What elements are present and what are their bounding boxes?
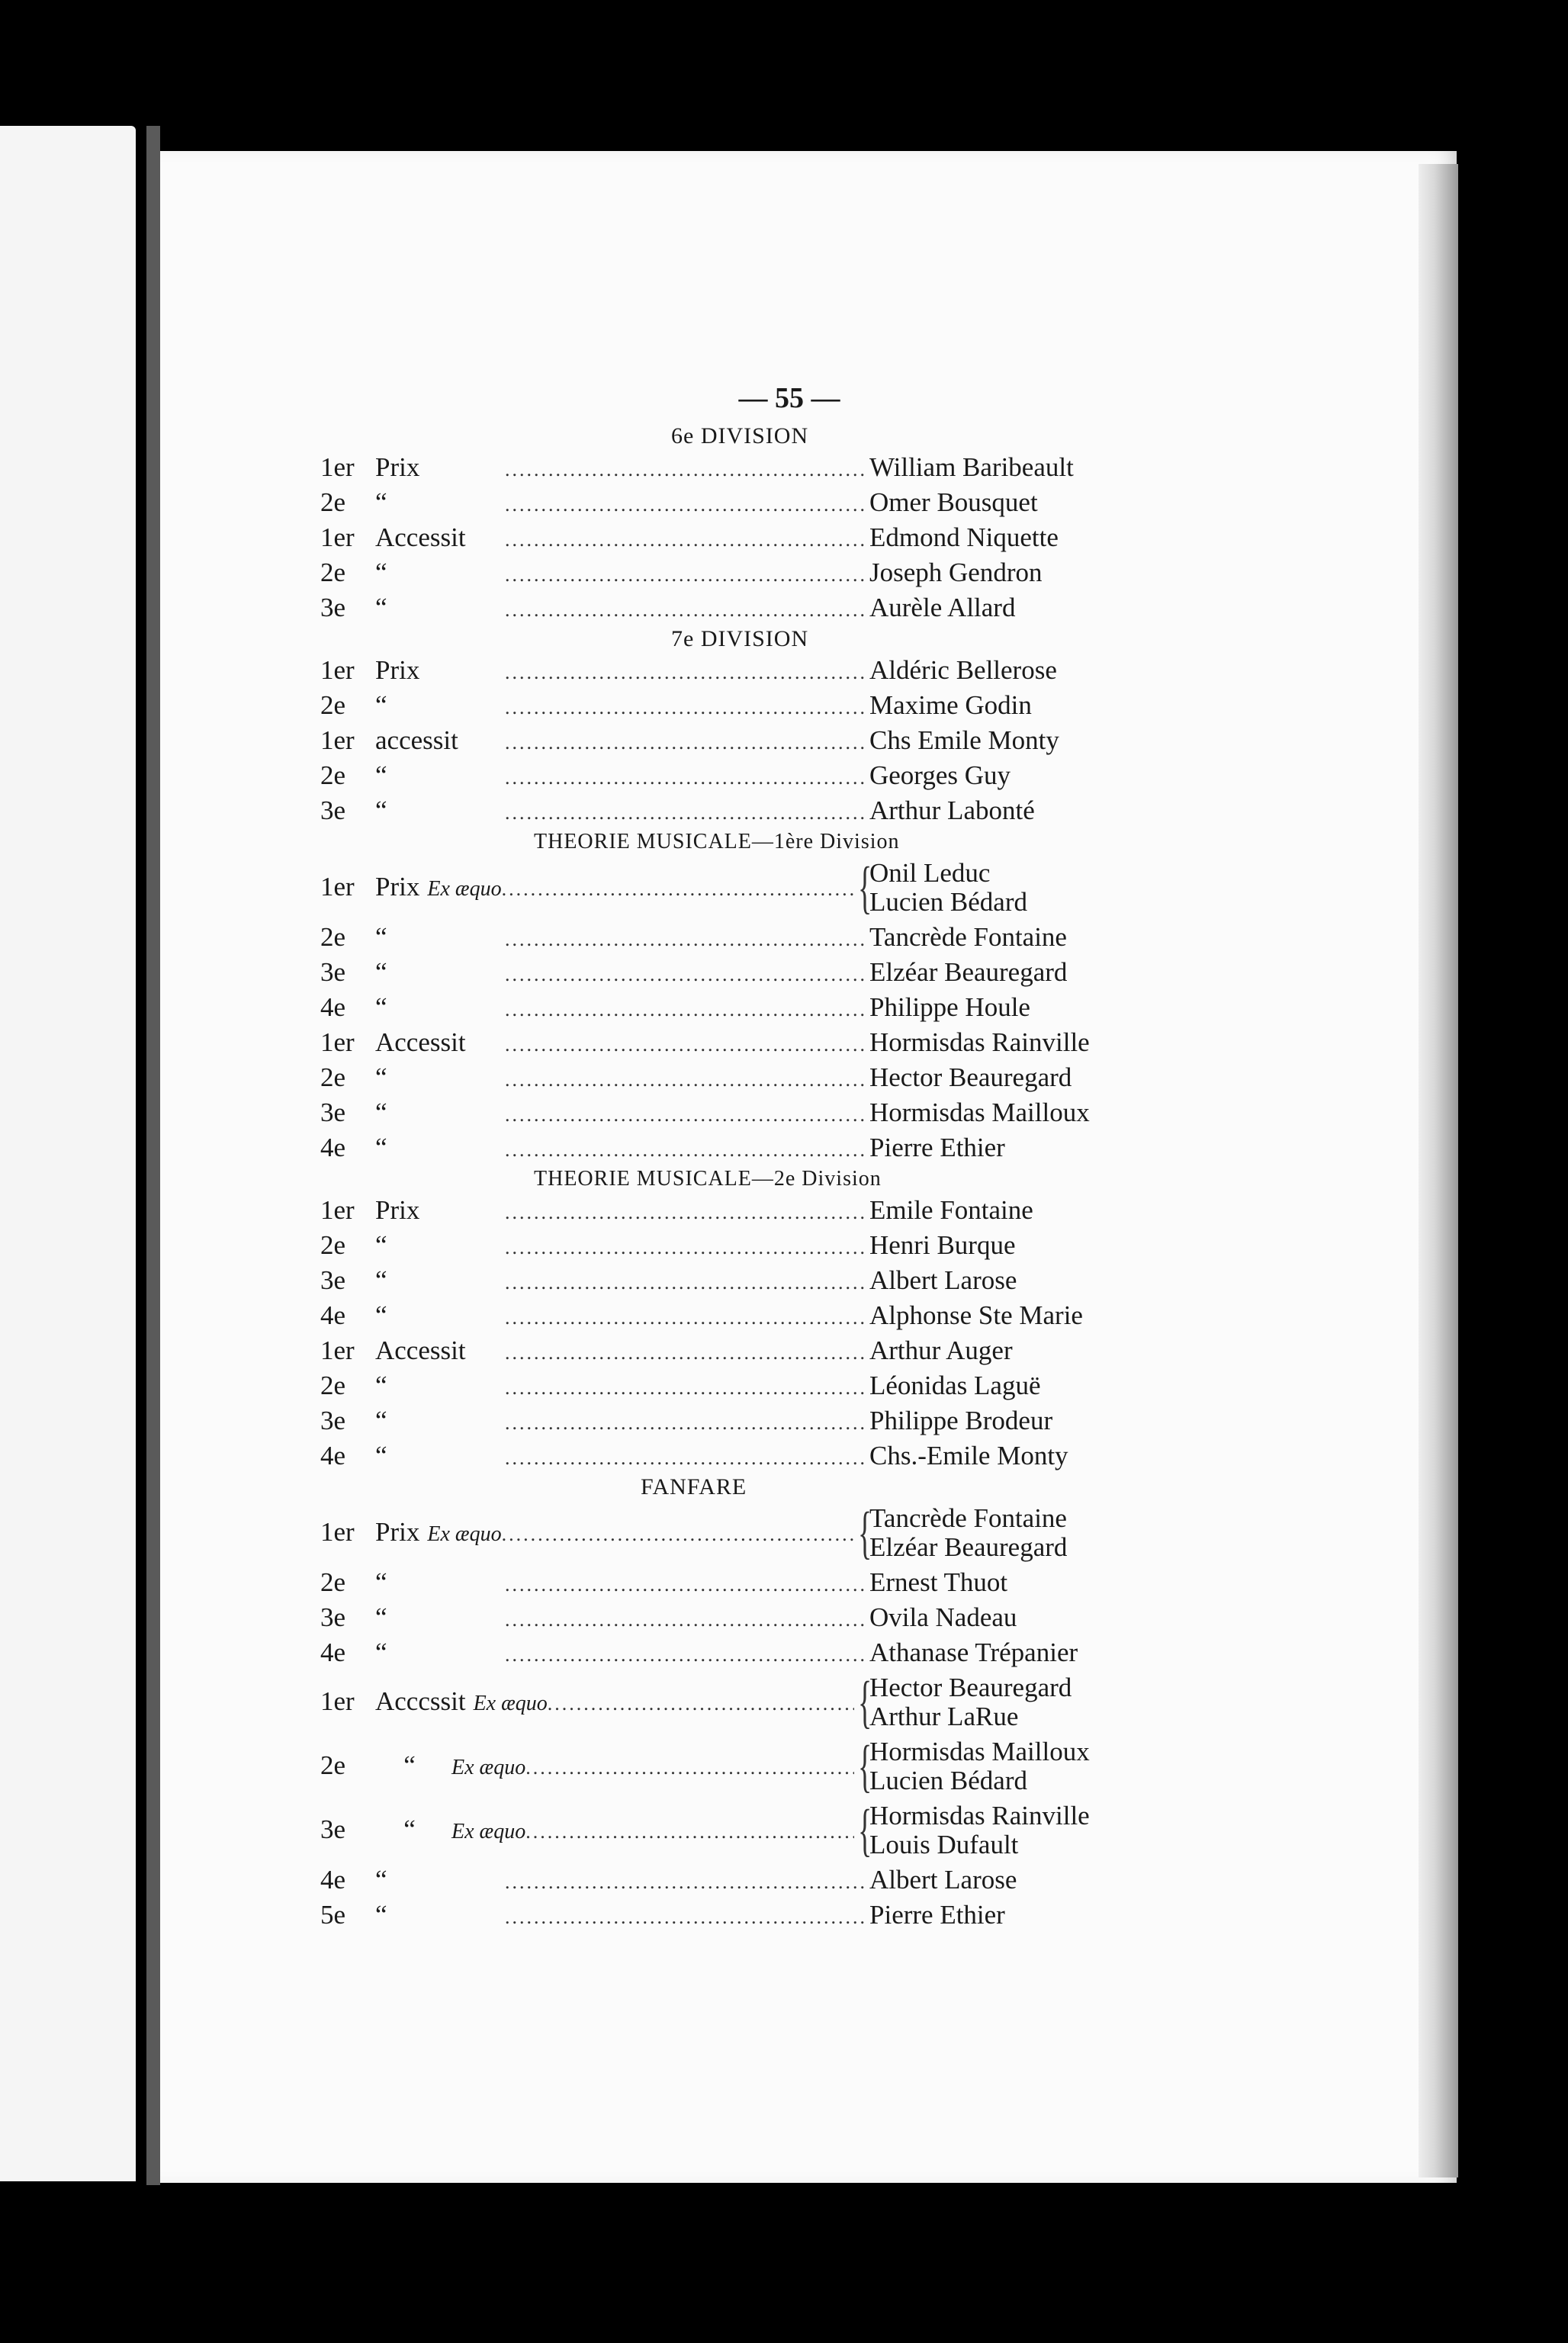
ex-aequo-label: Ex æquo	[427, 1522, 502, 1546]
rank: 2e	[320, 690, 346, 720]
page-content	[320, 381, 1159, 1933]
award-type: “	[375, 1567, 387, 1597]
dot-leader	[505, 1062, 866, 1098]
award-type: “	[403, 1814, 416, 1844]
dot-leader	[505, 795, 866, 831]
rank: 4e	[320, 1638, 346, 1667]
page-edge-shadow	[1419, 164, 1458, 2177]
dot-leader	[502, 872, 854, 907]
student-name: Ovila Nadeau	[869, 1602, 1017, 1632]
dot-leader	[505, 1230, 866, 1265]
rank: 3e	[320, 1265, 346, 1295]
dot-leader	[505, 1865, 866, 1900]
rank: 1er	[320, 871, 355, 902]
student-name: Aldéric Bellerose	[869, 655, 1057, 685]
dot-leader	[505, 725, 866, 760]
rank: 3e	[320, 1602, 346, 1632]
ex-aequo-label: Ex æquo	[451, 1755, 526, 1779]
dot-leader	[505, 1098, 866, 1133]
award-type: Prix	[375, 1195, 420, 1225]
ex-aequo-label: Ex æquo	[427, 876, 502, 901]
dot-leader	[505, 1133, 866, 1168]
list-item	[320, 1863, 1159, 1898]
list-item	[320, 1501, 1159, 1565]
award-type: “	[375, 760, 387, 790]
ex-aequo-label: Ex æquo	[451, 1819, 526, 1843]
student-name: Albert Larose	[869, 1265, 1017, 1295]
dot-leader	[505, 1335, 866, 1371]
list-item	[320, 653, 1159, 688]
award-type: “	[375, 957, 387, 987]
award-type: “	[375, 922, 387, 952]
left-page-edge	[0, 126, 136, 2181]
student-name: Arthur Labonté	[869, 795, 1035, 825]
rank: 1er	[320, 725, 355, 755]
dot-leader	[502, 1517, 854, 1552]
award-type: “	[375, 558, 387, 587]
dot-leader	[505, 558, 866, 593]
student-name: Tancrède Fontaine	[869, 1503, 1067, 1533]
award-type: “	[375, 1230, 387, 1260]
brace: {	[858, 1501, 872, 1565]
dot-leader	[505, 922, 866, 957]
list-item	[320, 1025, 1159, 1060]
dot-leader	[505, 1441, 866, 1476]
award-type: “	[403, 1750, 416, 1780]
rank: 2e	[320, 922, 346, 952]
rank: 1er	[320, 1686, 355, 1716]
dot-leader	[525, 1750, 854, 1785]
student-name: Pierre Ethier	[869, 1133, 1005, 1162]
brace: {	[858, 1798, 872, 1863]
award-type: “	[375, 1406, 387, 1435]
rank: 4e	[320, 1865, 346, 1895]
list-item	[320, 1600, 1159, 1635]
list-item	[320, 590, 1159, 625]
student-name: Emile Fontaine	[869, 1195, 1033, 1225]
rank: 1er	[320, 1335, 355, 1365]
section-header: THEORIE MUSICALE—2e Division	[534, 1167, 882, 1191]
list-item	[320, 990, 1159, 1025]
dot-leader	[505, 655, 866, 690]
student-name: Philippe Brodeur	[869, 1406, 1053, 1435]
rank: 2e	[320, 1062, 346, 1092]
list-item	[320, 955, 1159, 990]
list-item	[320, 1670, 1159, 1734]
student-name: Edmond Niquette	[869, 522, 1059, 552]
award-type: “	[375, 992, 387, 1022]
rank: 4e	[320, 1441, 346, 1470]
rank: 4e	[320, 992, 346, 1022]
award-type: “	[375, 1900, 387, 1930]
rank: 5e	[320, 1900, 346, 1930]
list-item	[320, 1060, 1159, 1095]
dot-leader	[548, 1686, 854, 1721]
dot-leader	[505, 1265, 866, 1300]
dot-leader	[505, 1195, 866, 1230]
award-type: “	[375, 1865, 387, 1895]
rank: 2e	[320, 1230, 346, 1260]
award-type: “	[375, 1098, 387, 1127]
book-spine	[146, 126, 160, 2185]
list-item	[320, 1734, 1159, 1798]
award-type: “	[375, 1441, 387, 1470]
dot-leader	[505, 1406, 866, 1441]
student-name: Léonidas Laguë	[869, 1371, 1041, 1400]
rank: 3e	[320, 795, 346, 825]
award-type: “	[375, 487, 387, 517]
student-name: Elzéar Beauregard	[869, 957, 1068, 987]
award-type: “	[375, 593, 387, 622]
student-name: Pierre Ethier	[869, 1900, 1005, 1930]
student-name: Alphonse Ste Marie	[869, 1300, 1083, 1330]
brace: {	[858, 1734, 872, 1798]
student-name: Arthur Auger	[869, 1335, 1013, 1365]
student-name: Omer Bousquet	[869, 487, 1038, 517]
award-type: Accessit	[375, 1335, 466, 1365]
list-item	[320, 1193, 1159, 1228]
rank: 2e	[320, 760, 346, 790]
list-item	[320, 856, 1159, 920]
dot-leader	[505, 1371, 866, 1406]
list-item	[320, 1438, 1159, 1474]
student-name: Hormisdas Rainville	[869, 1801, 1090, 1830]
student-name: Hector Beauregard	[869, 1062, 1072, 1092]
dot-leader	[505, 593, 866, 628]
award-type: Acccssit	[375, 1686, 466, 1716]
dot-leader	[505, 1300, 866, 1335]
award-type: “	[375, 690, 387, 720]
student-name: Onil Leduc	[869, 858, 991, 888]
dot-leader	[505, 1602, 866, 1638]
award-type: accessit	[375, 725, 458, 755]
award-type: “	[375, 1300, 387, 1330]
student-name: Chs.-Emile Monty	[869, 1441, 1068, 1470]
student-name: Hormisdas Mailloux	[869, 1737, 1090, 1766]
dot-leader	[505, 992, 866, 1027]
student-name: Hormisdas Mailloux	[869, 1098, 1090, 1127]
section-header: THEORIE MUSICALE—1ère Division	[534, 830, 900, 853]
student-name: Hormisdas Rainville	[869, 1027, 1090, 1057]
list-item	[320, 1403, 1159, 1438]
student-name: Arthur LaRue	[869, 1702, 1019, 1731]
dot-leader	[505, 1900, 866, 1935]
list-item	[320, 688, 1159, 723]
student-name: Albert Larose	[869, 1865, 1017, 1895]
list-item	[320, 450, 1159, 485]
section-header: 6e DIVISION	[671, 423, 809, 448]
rank: 3e	[320, 1406, 346, 1435]
ex-aequo-label: Ex æquo	[473, 1691, 548, 1715]
section-header: 7e DIVISION	[671, 626, 809, 651]
award-type: “	[375, 1133, 387, 1162]
list-item	[320, 920, 1159, 955]
rank: 3e	[320, 1098, 346, 1127]
list-item	[320, 1095, 1159, 1130]
page-number: — 55 —	[738, 382, 840, 414]
rank: 3e	[320, 957, 346, 987]
list-item	[320, 1368, 1159, 1403]
list-item	[320, 1635, 1159, 1670]
student-name: Elzéar Beauregard	[869, 1532, 1068, 1562]
award-type: Prix	[375, 871, 420, 902]
award-type: Prix	[375, 452, 420, 482]
student-name: Georges Guy	[869, 760, 1011, 790]
rank: 4e	[320, 1133, 346, 1162]
rank: 1er	[320, 1195, 355, 1225]
award-type: “	[375, 1602, 387, 1632]
rank: 1er	[320, 522, 355, 552]
rank: 2e	[320, 1750, 346, 1780]
student-name: Hector Beauregard	[869, 1673, 1072, 1702]
rank: 1er	[320, 452, 355, 482]
student-name: William Baribeault	[869, 452, 1074, 482]
list-item	[320, 1333, 1159, 1368]
award-type: “	[375, 795, 387, 825]
student-name: Maxime Godin	[869, 690, 1032, 720]
list-item	[320, 1298, 1159, 1333]
rank: 2e	[320, 1371, 346, 1400]
award-type: Prix	[375, 1516, 420, 1547]
dot-leader	[505, 1027, 866, 1062]
award-type: Accessit	[375, 522, 466, 552]
list-item	[320, 793, 1159, 828]
student-name: Ernest Thuot	[869, 1567, 1008, 1597]
rank: 4e	[320, 1300, 346, 1330]
dot-leader	[505, 1638, 866, 1673]
student-name: Louis Dufault	[869, 1830, 1019, 1859]
student-name: Philippe Houle	[869, 992, 1030, 1022]
rank: 2e	[320, 1567, 346, 1597]
list-item	[320, 485, 1159, 520]
list-item	[320, 758, 1159, 793]
student-name: Tancrède Fontaine	[869, 922, 1067, 952]
dot-leader	[505, 522, 866, 558]
list-item	[320, 520, 1159, 555]
student-name: Lucien Bédard	[869, 1766, 1027, 1795]
rank: 2e	[320, 487, 346, 517]
student-name: Aurèle Allard	[869, 593, 1016, 622]
dot-leader	[505, 452, 866, 487]
brace: {	[858, 856, 872, 920]
dot-leader	[505, 957, 866, 992]
student-name: Joseph Gendron	[869, 558, 1043, 587]
award-type: Prix	[375, 655, 420, 685]
rank: 3e	[320, 593, 346, 622]
section-header: FANFARE	[641, 1474, 747, 1499]
award-type: Accessit	[375, 1027, 466, 1057]
rank: 2e	[320, 558, 346, 587]
student-name: Athanase Trépanier	[869, 1638, 1078, 1667]
rank: 1er	[320, 655, 355, 685]
dot-leader	[505, 690, 866, 725]
list-item	[320, 1263, 1159, 1298]
award-type: “	[375, 1371, 387, 1400]
dot-leader	[505, 487, 866, 522]
list-item	[320, 1130, 1159, 1165]
list-item	[320, 1898, 1159, 1933]
student-name: Henri Burque	[869, 1230, 1016, 1260]
list-item	[320, 1565, 1159, 1600]
rank: 1er	[320, 1516, 355, 1547]
dot-leader	[505, 760, 866, 795]
rank: 1er	[320, 1027, 355, 1057]
list-item	[320, 1228, 1159, 1263]
brace: {	[858, 1670, 872, 1734]
rank: 3e	[320, 1814, 346, 1844]
award-type: “	[375, 1062, 387, 1092]
list-item	[320, 555, 1159, 590]
student-name: Chs Emile Monty	[869, 725, 1059, 755]
list-item	[320, 1798, 1159, 1863]
award-type: “	[375, 1638, 387, 1667]
student-name: Lucien Bédard	[869, 887, 1027, 917]
award-type: “	[375, 1265, 387, 1295]
dot-leader	[525, 1814, 854, 1850]
list-item	[320, 723, 1159, 758]
dot-leader	[505, 1567, 866, 1602]
